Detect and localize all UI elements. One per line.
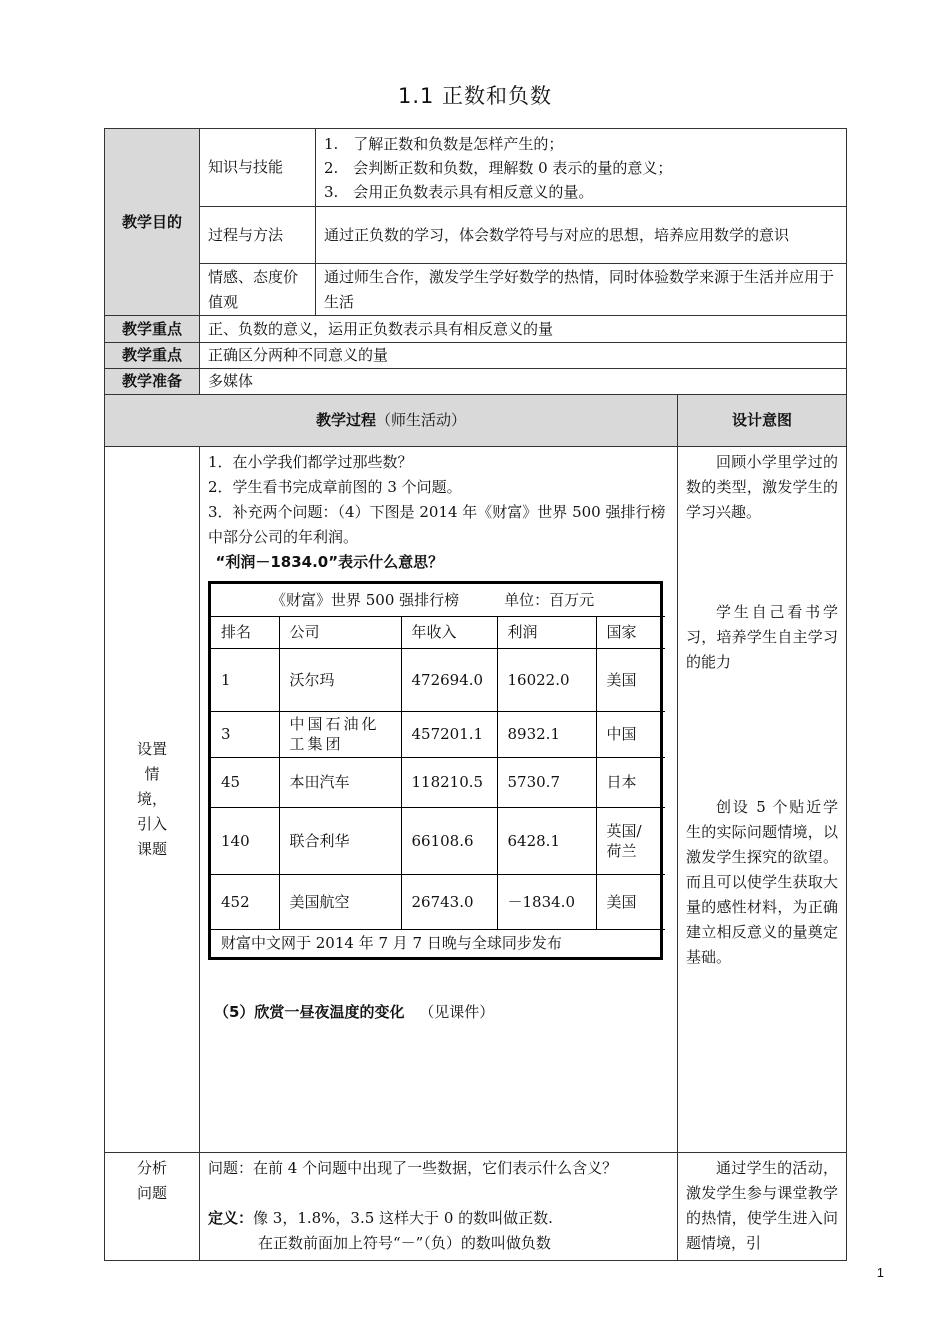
- intent-header: 设计意图: [678, 395, 847, 447]
- table-row: [211, 648, 665, 711]
- definition-1: [208, 1206, 669, 1231]
- section1-label: 设置情境，引入课题: [105, 447, 200, 1153]
- intent-text: 回顾小学里学过的数的类型，激发学生的学习兴趣。: [686, 453, 838, 521]
- cell-country: 日本: [596, 757, 665, 807]
- section2-content: [200, 1153, 678, 1261]
- profit-question: “利润－1834.0”表示什么意思？: [215, 553, 444, 571]
- fortune-source: 财富中文网于 2014 年 7 月 7 日晚与全球同步发布: [211, 929, 665, 957]
- knowledge-item: 2. 会判断正数和负数，理解数 0 表示的量的意义；: [324, 158, 673, 177]
- knowledge-items: [316, 129, 847, 207]
- cell-company: 中国石油化工集团: [279, 711, 401, 757]
- definition-2: 在正数前面加上符号“－”（负）的数叫做负数: [258, 1234, 551, 1252]
- cell-rank: 3: [211, 711, 279, 757]
- knowledge-item: 3. 会用正负数表示具有相反意义的量。: [324, 182, 594, 201]
- section1-line: 2．学生看书完成章前图的 3 个问题。: [208, 478, 462, 496]
- table-row: [211, 874, 665, 929]
- cell-company: 沃尔玛: [279, 648, 401, 711]
- section2-label: 分析问题: [105, 1153, 200, 1261]
- fortune-caption: 《财富》世界 500 强排行榜 单位：百万元: [211, 584, 665, 616]
- cell-company: 美国航空: [279, 874, 401, 929]
- page-title: 1.1 正数和负数: [397, 84, 553, 108]
- key-point-label: 教学重点: [105, 316, 200, 343]
- intent-text: 创设 5 个贴近学生的实际问题情境，以激发学生探究的欲望。而且可以使学生获取大量的感性材料，为正确建立相反意义的量奠定基础。: [686, 798, 838, 966]
- page-number: 1: [876, 1265, 884, 1280]
- cell-revenue: 457201.1: [401, 711, 497, 757]
- cell-rank: 140: [211, 807, 279, 874]
- process-text: 通过正负数的学习，体会数学符号与对应的思想，培养应用数学的意识: [316, 207, 847, 264]
- cell-rank: 1: [211, 648, 279, 711]
- section2-question: 问题：在前 4 个问题中出现了一些数据，它们表示什么含义？: [208, 1159, 618, 1177]
- intent-text: 学生自己看书学习，培养学生自主学习的能力: [686, 603, 838, 671]
- knowledge-label: 知识与技能: [200, 129, 316, 207]
- cell-profit: －1834.0: [497, 874, 596, 929]
- header-rank: 排名: [211, 616, 279, 648]
- cell-rank: 452: [211, 874, 279, 929]
- emotion-label: 情感、态度价值观: [200, 264, 316, 316]
- cell-company: 本田汽车: [279, 757, 401, 807]
- cell-country: 美国: [596, 648, 665, 711]
- cell-profit: 5730.7: [497, 757, 596, 807]
- header-profit: 利润: [497, 616, 596, 648]
- lesson-plan-table: [104, 128, 847, 1261]
- cell-revenue: 472694.0: [401, 648, 497, 711]
- item5: [208, 1000, 669, 1025]
- cell-revenue: 118210.5: [401, 757, 497, 807]
- knowledge-item: 1. 了解正数和负数是怎样产生的；: [324, 134, 564, 153]
- cell-country: 英国/荷兰: [596, 807, 665, 874]
- process-header: [105, 395, 678, 447]
- definition-label: 定义：: [208, 1209, 254, 1227]
- table-row: [211, 711, 665, 757]
- preparation-label: 教学准备: [105, 369, 200, 395]
- cell-revenue: 26743.0: [401, 874, 497, 929]
- cell-revenue: 66108.6: [401, 807, 497, 874]
- fortune-table: [211, 584, 665, 957]
- cell-company: 联合利华: [279, 807, 401, 874]
- table-row: [211, 807, 665, 874]
- header-country: 国家: [596, 616, 665, 648]
- process-label: 过程与方法: [200, 207, 316, 264]
- section1-line: 3．补充两个问题：（4）下图是 2014 年《财富》世界 500 强排行榜中部分公司的年利润。: [208, 503, 666, 546]
- process-header-main: 教学过程: [315, 411, 376, 429]
- cell-profit: 8932.1: [497, 711, 596, 757]
- cell-rank: 45: [211, 757, 279, 807]
- difficulty-text: 正确区分两种不同意义的量: [200, 343, 847, 369]
- item5-note: （见课件）: [419, 1003, 495, 1021]
- section1-intents: [678, 447, 847, 1153]
- table-row: [211, 757, 665, 807]
- section1-content: [200, 447, 678, 1153]
- cell-country: 中国: [596, 711, 665, 757]
- cell-country: 美国: [596, 874, 665, 929]
- definition-text: 像 3，1.8%，3.5 这样大于 0 的数叫做正数.: [253, 1209, 553, 1227]
- preparation-text: 多媒体: [200, 369, 847, 395]
- cell-profit: 6428.1: [497, 807, 596, 874]
- fortune-table-frame: [208, 581, 663, 960]
- item5-title: （5）欣赏一昼夜温度的变化: [214, 1003, 405, 1021]
- cell-profit: 16022.0: [497, 648, 596, 711]
- emotion-text: 通过师生合作，激发学生学好数学的热情，同时体验数学来源于生活并应用于生活: [316, 264, 847, 316]
- objectives-label: 教学目的: [105, 129, 200, 316]
- header-company: 公司: [279, 616, 401, 648]
- header-revenue: 年收入: [401, 616, 497, 648]
- key-point-text: 正、负数的意义，运用正负数表示具有相反意义的量: [200, 316, 847, 343]
- process-header-sub: （师生活动）: [376, 411, 467, 429]
- section2-intent: 通过学生的活动，激发学生参与课堂教学的热情，使学生进入问题情境，引: [678, 1153, 847, 1261]
- section1-line: 1．在小学我们都学过那些数？: [208, 453, 413, 471]
- difficulty-label: 教学重点: [105, 343, 200, 369]
